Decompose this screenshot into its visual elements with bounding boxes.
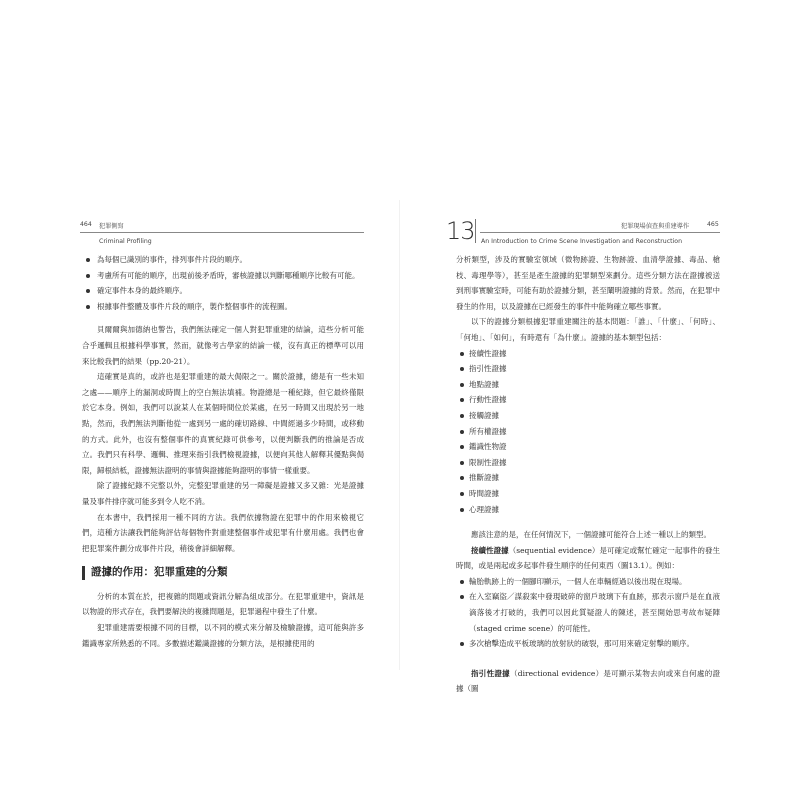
list-item: [456, 502, 720, 518]
paragraph: 以下的證據分類根據犯罪重建關注的基本問題：「誰」、「什麼」、「何時」、「何地」、「如何」，有時還有「為什麼」。證據的基本類型包括：: [456, 317, 720, 342]
list-item: [82, 252, 364, 268]
bullet-icon: [460, 476, 464, 480]
list-item-text: 所有權證據: [469, 426, 507, 436]
list-item: [456, 439, 720, 455]
list-item-text: 指引性證據: [469, 364, 507, 374]
left-running-title: 犯罪側寫: [99, 223, 124, 230]
bullet-icon: [86, 274, 90, 278]
term-sequential-evidence: 接續性證據: [471, 545, 509, 555]
right-running-subtitle: An Introduction to Crime Scene Investigation and Reconstruction: [481, 238, 682, 245]
bullet-icon: [460, 414, 464, 418]
list-item-text: 時間證據: [469, 488, 499, 498]
list-item-text: 為每個已識別的事件，排列事件片段的順序。: [97, 255, 247, 264]
list-item-text: 輪胎軌跡上的一個腳印顯示，一個人在車輛經過以後出現在現場。: [469, 576, 687, 586]
paragraph: [456, 666, 720, 697]
bullet-icon: [86, 305, 90, 309]
list-item-text: 接觸證據: [469, 410, 499, 420]
list-item: [82, 268, 364, 284]
bullet-icon: [460, 580, 464, 584]
paragraph: 這確實是真的，或許也是犯罪重建的最大侷限之一。關於證據，總是有一些未知之處——順序上的漏洞或時間上的空白無法填補。物證總是一種紀錄，但它最終僅限於它本身。例如，我們可以說某人在某個時間位於某處，在另一時間又出現於另一地點，然而，我們無法判斷他從一處到另一處的確切路線、中間經過多少時間，或移動的方式。此外，也沒有整個事件的真實紀錄可供參考，以便判斷我們的推論是否成立。我們只有科學、邏輯、推理來指引我們檢視證據，以便向其他人解釋其優點與侷限，歸根結柢，證據無法證明的事情與證據能夠證明的事情一樣重要。: [82, 372, 364, 475]
paragraph: 貝爾爾與加德納也警告，我們無法確定一個人對犯罪重建的結論，這些分析可能合乎邏輯且根據科學事實，然而，就像考古學家的結論一樣，沒有真正的標準可以用來比較我們的結果（pp.20-21）。: [82, 325, 364, 366]
list-item: [456, 377, 720, 393]
list-item-text: 限制性證據: [469, 457, 507, 467]
list-item-text: 確定事件本身的最終順序。: [97, 286, 187, 296]
list-item: [456, 408, 720, 424]
list-item: [456, 636, 720, 652]
list-item: [456, 455, 720, 471]
bullet-icon: [460, 398, 464, 402]
paragraph: 分析類型，涉及的實驗室領域（微物跡證、生物跡證、血清學證據、毒品、槍枝、毒理學等），甚至是產生證據的犯罪類型來劃分。這些分類方法在證據被送到刑事實驗室時，可能有助於證據分類，甚至闡明證據的背景。然而，在犯罪中發生的作用，以及證據在已經發生的事件中能夠確立哪些事實。: [456, 255, 720, 311]
bullet-icon: [460, 642, 464, 646]
chapter-number: 13: [446, 217, 475, 245]
list-item: [456, 486, 720, 502]
bullet-icon: [460, 492, 464, 496]
list-item-text: 行動性證據: [469, 395, 507, 405]
list-item-text: 在入室竊盜／謀殺案中發現破碎的窗戶玻璃下有血跡，那表示窗戶是在血液滴落後才打破的，我們可以因此質疑證人的陳述，甚至開始思考故布疑陣（staged crime scene）的可能性。: [469, 592, 720, 633]
bullet-icon: [86, 289, 90, 293]
list-item: [456, 346, 720, 362]
paragraph: [456, 543, 720, 574]
term-directional-evidence: 指引性證據: [471, 668, 510, 678]
left-header-rule: [80, 232, 364, 233]
right-header-rule: [480, 232, 720, 233]
left-bullet-list: [82, 252, 364, 314]
list-item-text: 地點證據: [469, 379, 499, 389]
paragraph: 應該注意的是，在任何情況下，一個證據可能符合上述一種以上的類型。: [471, 530, 711, 540]
list-item: [456, 470, 720, 486]
list-item-text: 鑑識性物證: [469, 442, 507, 452]
left-running-subtitle: Criminal Profiling: [99, 238, 152, 245]
list-item: [456, 589, 720, 636]
right-running-title: 犯罪現場偵查與重建導作: [621, 223, 690, 230]
list-item-text: 推斷證據: [469, 473, 499, 483]
section-heading-text: 證據的作用：犯罪重建的分類: [91, 566, 228, 579]
list-item-text: 接續性證據: [469, 348, 507, 358]
list-item: [456, 424, 720, 440]
bullet-icon: [460, 445, 464, 449]
paragraph: 分析的本質在於，把複雜的問題或資訊分解為組成部分。在犯罪重建中，資訊是以物證的形式存在，我們要解決的複雜問題是，犯罪過程中發生了什麼。: [82, 591, 364, 617]
left-body: [82, 252, 364, 651]
chapter-divider: [475, 219, 476, 243]
bullet-icon: [460, 430, 464, 434]
list-item: [456, 574, 720, 590]
right-page: [400, 0, 800, 800]
list-item-text: 心理證據: [469, 504, 499, 514]
bullet-icon: [460, 595, 464, 599]
list-item: [456, 392, 720, 408]
term-definition: （directional evidence）是可顯示某物去向或來自何處的證據（圖: [456, 668, 721, 694]
paragraph: 犯罪重建需要根據不同的目標，以不同的模式來分解及檢驗證據，這可能與許多鑑識專家所熟悉的不同。多數描述鑑識證據的分類方法，是根據使用的: [82, 623, 364, 648]
bullet-icon: [86, 258, 90, 262]
section-heading: [82, 565, 364, 581]
list-item-text: 考慮所有可能的順序，出現前後矛盾時，審核證據以判斷哪種順序比較有可能。: [97, 270, 360, 280]
bullet-icon: [460, 508, 464, 512]
paragraph: 除了證據紀錄不完整以外，完整犯罪重建的另一障礙是證據又多又雜：光是證據量及事件排序就可能多到令人吃不消。: [82, 481, 364, 506]
paragraph: 在本書中，我們採用一種不同的方法。我們依據物證在犯罪中的作用來檢視它們，這種方法讓我們能夠評估每個物件對重建整個事件或犯罪有什麼用處。我們也會把犯罪案件劃分成事件片段，稍後會詳細解釋。: [82, 512, 364, 553]
list-item-text: 多次槍擊造成平板玻璃的放射狀的破裂，那可用來確定射擊的順序。: [469, 639, 694, 649]
bullet-icon: [460, 367, 464, 371]
list-item: [82, 283, 364, 299]
section-heading-bar: [82, 566, 85, 580]
term-definition: （sequential evidence）是可確定或幫忙確定一起事件的發生時間，或是兩起或多起事件發生順序的任何東西（圖13.1）。例如：: [456, 545, 721, 571]
list-item: [82, 299, 364, 315]
right-body: [456, 252, 720, 697]
bullet-icon: [460, 461, 464, 465]
evidence-type-list: [456, 346, 720, 518]
example-list: [456, 574, 720, 652]
list-item: [456, 361, 720, 377]
bullet-icon: [460, 383, 464, 387]
right-page-number: 465: [707, 221, 719, 228]
bullet-icon: [460, 352, 464, 356]
left-page-number: 464: [80, 221, 92, 228]
list-item-text: 根據事件整體及事件片段的順序，製作整個事件的流程圖。: [97, 301, 292, 311]
